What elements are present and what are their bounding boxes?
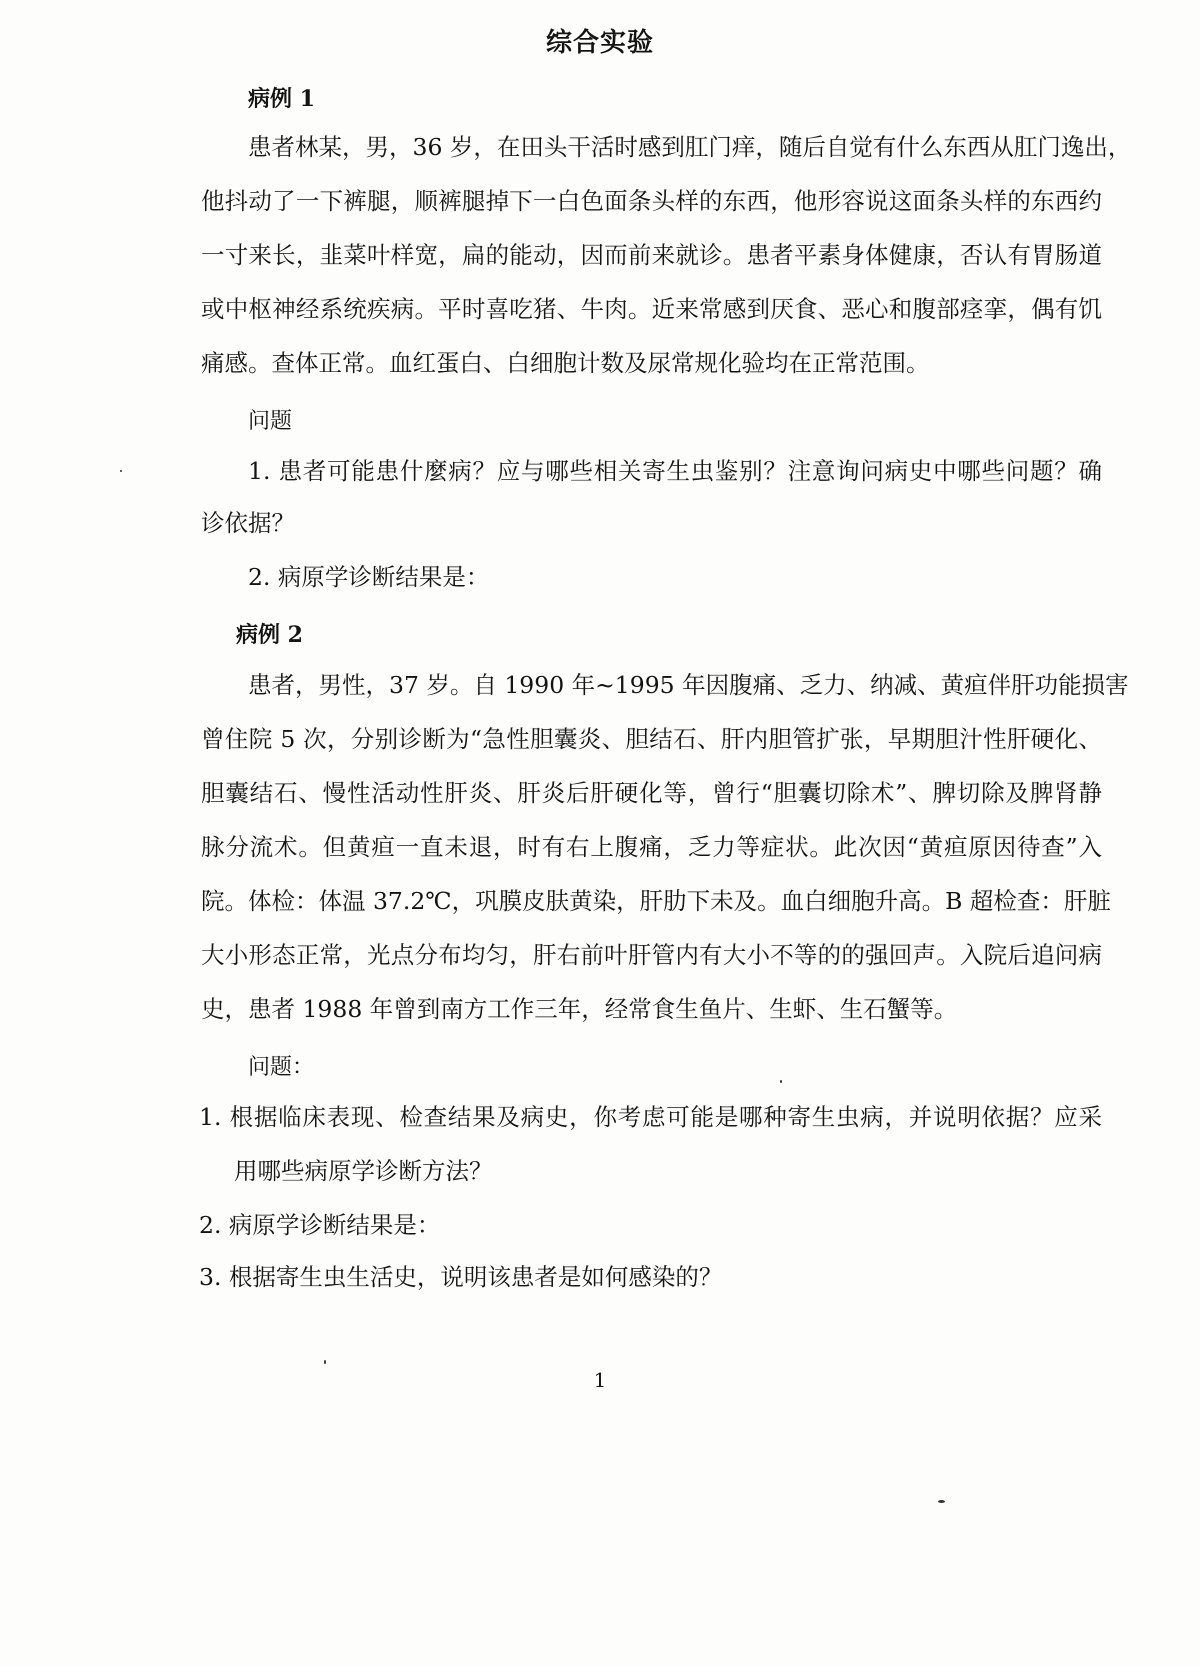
- scan-speck: [938, 1500, 945, 1503]
- case2-paragraph-line: 患者，男性，37 岁。自 1990 年~1995 年因腹痛、乏力、纳减、黄疸伴肝功能损害: [248, 671, 1129, 699]
- case1-paragraph-line: 他抖动了一下裤腿，顺裤腿掉下一白色面条头样的东西，他形容说这面条头样的东西约: [201, 187, 1102, 215]
- case1-paragraph-line: 一寸来长，韭菜叶样宽，扁的能动，因而前来就诊。患者平素身体健康，否认有胃肠道: [201, 241, 1102, 269]
- case1-heading: 病例 1: [248, 86, 315, 112]
- case1-paragraph-line: 或中枢神经系统疾病。平时喜吃猪、牛肉。近来常感到厌食、恶心和腹部痉挛，偶有饥: [201, 295, 1102, 323]
- page-title: 综合实验: [545, 28, 654, 58]
- case2-question-1: 1. 根据临床表现、检查结果及病史，你考虑可能是哪种寄生虫病，并说明依据？应采: [199, 1103, 1102, 1131]
- case2-paragraph-line: 脉分流术。但黄疸一直未退，时有右上腹痛，乏力等症状。此次因“黄疸原因待查”入: [201, 833, 1102, 861]
- case2-paragraph-line: 院。体检：体温 37.2℃，巩膜皮肤黄染，肝肋下未及。血白细胞升高。B 超检查：肝脏: [201, 887, 1111, 915]
- scan-speck: [780, 1080, 782, 1083]
- case2-paragraph-line: 曾住院 5 次，分别诊断为“急性胆囊炎、胆结石、肝内胆管扩张，早期胆汁性肝硬化、: [201, 725, 1102, 753]
- case2-paragraph-line: 史，患者 1988 年曾到南方工作三年，经常食生鱼片、生虾、生石蟹等。: [201, 995, 958, 1023]
- case2-question-1-cont: 用哪些病原学诊断方法？: [234, 1157, 493, 1185]
- case1-questions-heading: 问题: [248, 409, 293, 434]
- scan-speck: [324, 1360, 326, 1364]
- scan-speck: [120, 470, 122, 472]
- case1-paragraph-line: 痛感。查体正常。血红蛋白、白细胞计数及尿常规化验均在正常范围。: [201, 349, 930, 377]
- page-number: 1: [593, 1368, 607, 1392]
- case2-question-3: 3. 根据寄生虫生活史，说明该患者是如何感染的？: [199, 1263, 723, 1291]
- case1-paragraph-line: 患者林某，男，36 岁，在田头干活时感到肛门痒，随后自觉有什么东西从肛门逸出，: [248, 133, 1132, 161]
- case2-paragraph-line: 胆囊结石、慢性活动性肝炎、肝炎后肝硬化等，曾行“胆囊切除术”、脾切除及脾肾静: [201, 779, 1102, 807]
- case2-questions-heading: 问题：: [248, 1055, 315, 1080]
- case2-question-2: 2. 病原学诊断结果是：: [199, 1211, 441, 1239]
- case2-heading: 病例 2: [236, 622, 303, 648]
- case2-paragraph-line: 大小形态正常，光点分布均匀，肝右前叶肝管内有大小不等的的强回声。入院后追问病: [201, 941, 1102, 969]
- case1-question-2: 2. 病原学诊断结果是：: [248, 563, 490, 591]
- case1-question-1: 1. 患者可能患什麼病？应与哪些相关寄生虫鉴别？注意询问病史中哪些问题？确: [248, 457, 1102, 485]
- case1-question-1-cont: 诊依据？: [201, 509, 295, 537]
